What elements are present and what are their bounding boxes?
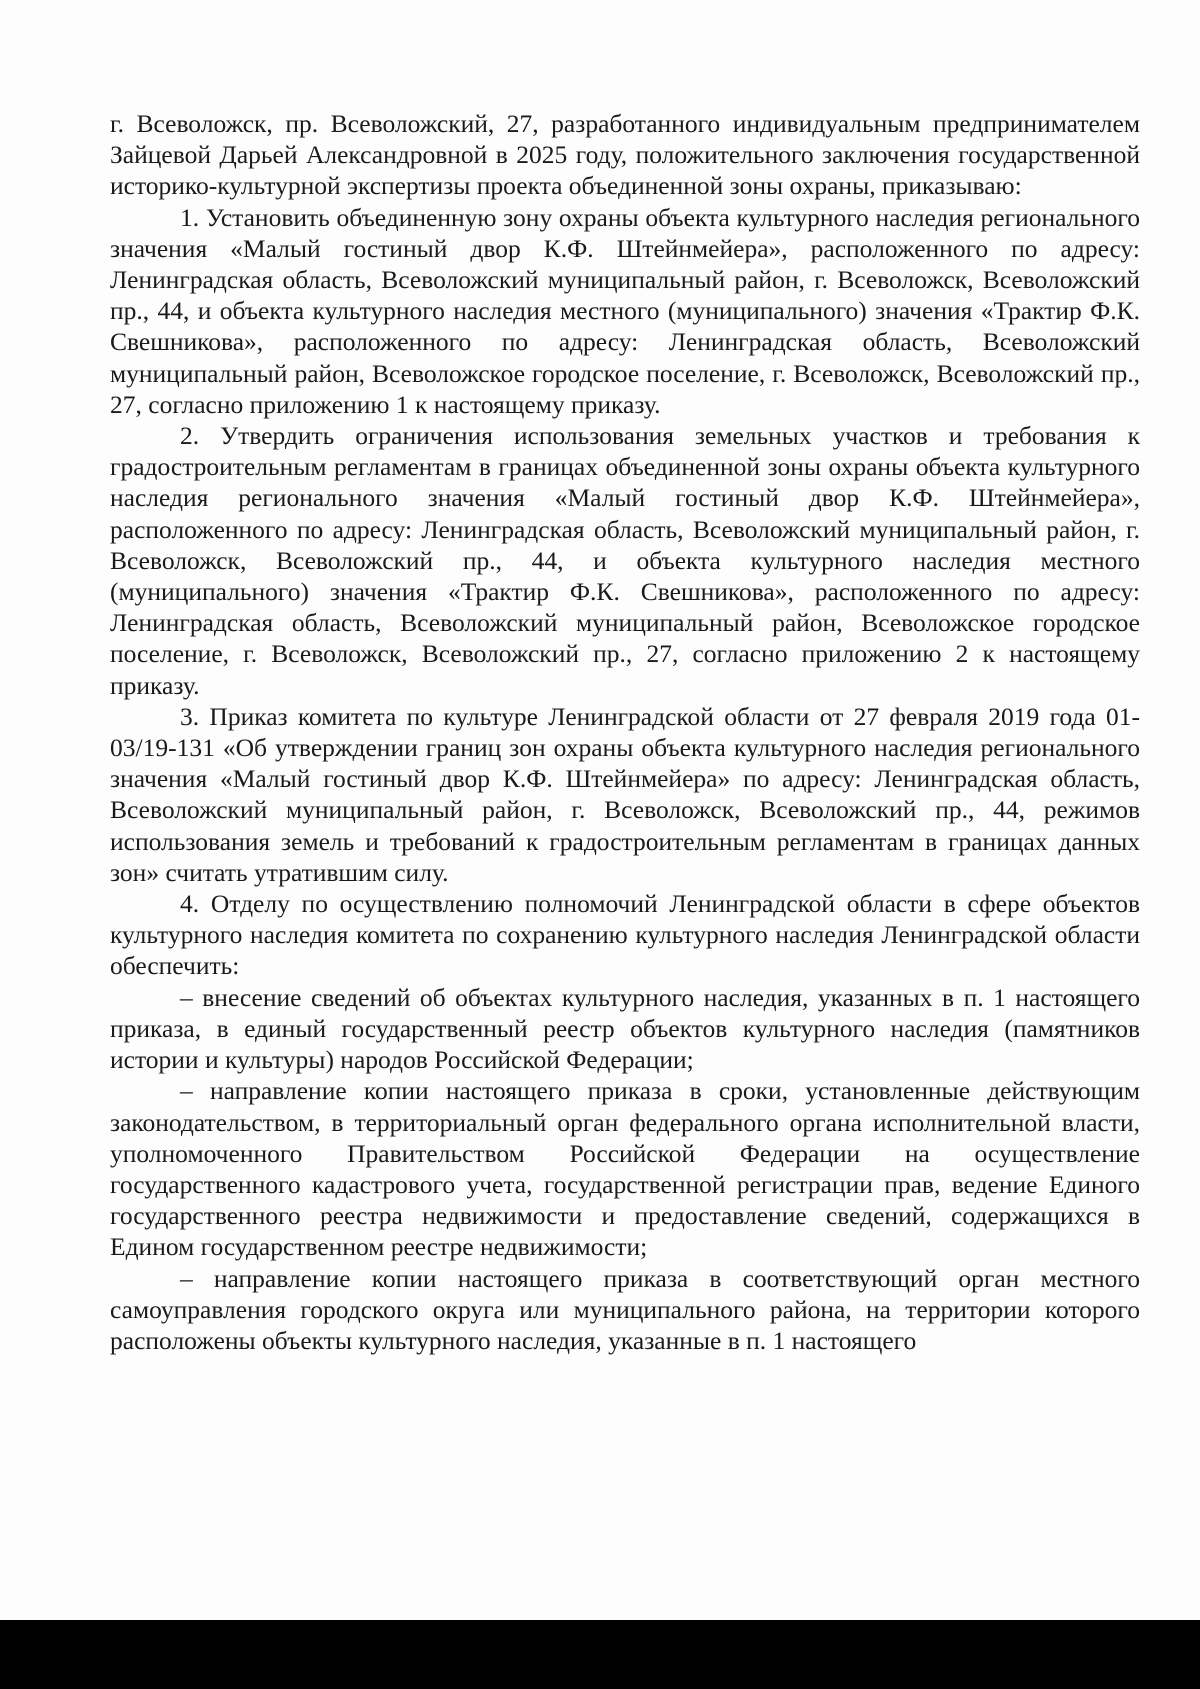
paragraph-bullet-1: – внесение сведений об объектах культурного наследия, указанных в п. 1 настоящего приказа, в единый государственный реестр объектов культурного наследия (памятников истории и культуры) народов Российской Федерации; <box>110 982 1140 1075</box>
scan-bottom-edge <box>0 1620 1200 1689</box>
document-body <box>110 108 1140 1356</box>
paragraph-item-3: 3. Приказ комитета по культуре Ленинградской области от 27 февраля 2019 года 01-03/19-131 «Об утверждении границ зон охраны объекта культурного наследия регионального значения «Малый гостиный двор К.Ф. Штейнмейера» по адресу: Ленинградская область, Всеволожский муниципальный район, г. Всеволожск, Всеволожский пр., 44, режимов использования земель и требований к градостроительным регламентам в границах данных зон» считать утратившим силу. <box>110 701 1140 887</box>
paragraph-intro: г. Всеволожск, пр. Всеволожский, 27, разработанного индивидуальным предпринимателем Зайцевой Дарьей Александровной в 2025 году, положительного заключения государственной историко-культурной экспертизы проекта объединенной зоны охраны, приказываю: <box>110 109 1140 201</box>
paragraph-bullet-2: – направление копии настоящего приказа в сроки, установленные действующим законодательством, в территориальный орган федерального органа исполнительной власти, уполномоченного Правительством Российской Федерации на осуществление государственного кадастрового учета, государственной регистрации прав, ведение Единого государственного реестра недвижимости и предоставление сведений, содержащихся в Едином государственном реестре недвижимости; <box>110 1076 1140 1262</box>
paragraph-item-1: 1. Установить объединенную зону охраны объекта культурного наследия регионального значения «Малый гостиный двор К.Ф. Штейнмейера», расположенного по адресу: Ленинградская область, Всеволожский муниципальный район, г. Всеволожск, Всеволожский пр., 44, и объекта культурного наследия местного (муниципального) значения «Трактир Ф.К. Свешникова», расположенного по адресу: Ленинградская область, Всеволожский муниципальный район, Всеволожское городское поселение, г. Всеволожск, Всеволожский пр., 27, согласно приложению 1 к настоящему приказу. <box>110 202 1140 419</box>
paragraph-item-4: 4. Отделу по осуществлению полномочий Ленинградской области в сфере объектов культурного наследия комитета по сохранению культурного наследия Ленинградской области обеспечить: <box>110 889 1140 981</box>
paragraph-item-2: 2. Утвердить ограничения использования земельных участков и требования к градостроительным регламентам в границах объединенной зоны охраны объекта культурного наследия регионального значения «Малый гостиный двор К.Ф. Штейнмейера», расположенного по адресу: Ленинградская область, Всеволожский муниципальный район, г. Всеволожск, Всеволожский пр., 44, и объекта культурного наследия местного (муниципального) значения «Трактир Ф.К. Свешникова», расположенного по адресу: Ленинградская область, Всеволожский муниципальный район, Всеволожское городское поселение, г. Всеволожск, Всеволожский пр., 27, согласно приложению 2 к настоящему приказу. <box>110 421 1140 700</box>
paragraph-bullet-3: – направление копии настоящего приказа в соответствующий орган местного самоуправления городского округа или муниципального района, на территории которого расположены объекты культурного наследия, указанные в п. 1 настоящего <box>110 1263 1140 1355</box>
